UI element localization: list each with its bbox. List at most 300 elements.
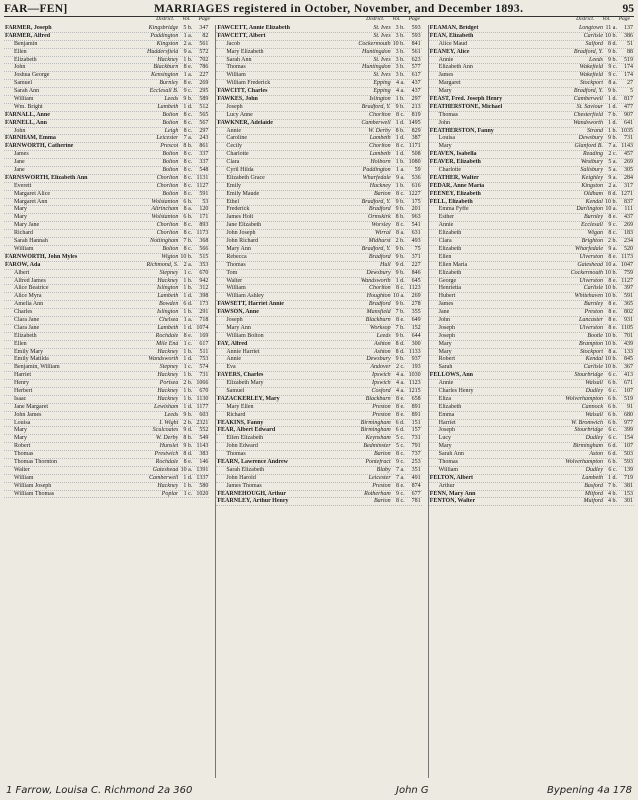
entry-district: Houghton	[366, 293, 391, 300]
entry-district: Kingsbridge	[148, 25, 179, 31]
entry-page: 567	[199, 119, 209, 126]
entry-name: Mary	[14, 206, 27, 213]
entry-volume: 1 d.	[607, 103, 617, 110]
register-entry	[429, 151, 634, 159]
register-entry	[216, 364, 421, 372]
entry-district: Chelsea	[158, 316, 179, 323]
entry-page: 173	[199, 301, 209, 308]
register-entry	[216, 175, 421, 183]
entry-name: William	[226, 72, 246, 79]
entry-district: Epping	[373, 80, 391, 87]
entry-name: FEARNLEY, Arthur Henry	[217, 498, 289, 505]
register-entry	[216, 293, 421, 301]
entry-name: Jane	[14, 159, 25, 166]
entry-district: Preston	[372, 403, 391, 410]
entry-page: 253	[411, 458, 421, 465]
entry-district: Mansfield	[366, 309, 391, 316]
entry-name: Ethel	[226, 198, 239, 205]
entry-district: Nottingham	[149, 238, 179, 245]
register-entry	[216, 72, 421, 80]
entry-name: Cecily	[226, 143, 242, 150]
entry-page: 234	[623, 238, 633, 245]
entry-name: FEATHERSTONE, Michael	[429, 103, 503, 110]
entry-name: Benjamin, William	[14, 364, 60, 371]
register-entry	[216, 238, 421, 246]
entry-district: Birmingham	[360, 419, 391, 426]
entry-page: 631	[411, 230, 421, 237]
register-entry	[216, 325, 421, 333]
entry-volume: 1 b.	[183, 395, 193, 402]
entry-volume: 5 a.	[608, 167, 617, 174]
register-entry	[4, 412, 209, 420]
entry-name: Emily	[226, 182, 241, 189]
entry-volume: 9 b.	[395, 103, 405, 110]
register-entry	[4, 230, 209, 238]
entry-volume: 1 d.	[183, 293, 193, 300]
entry-volume: 8 c.	[183, 159, 193, 166]
entry-page: 137	[623, 25, 633, 31]
entry-page: 591	[623, 293, 633, 300]
entry-volume: 1 a.	[183, 72, 193, 79]
entry-page: 133	[623, 348, 633, 355]
entry-district: Hackney	[157, 277, 179, 284]
entry-name: Emma	[438, 411, 455, 418]
entry-volume: 8 c.	[183, 151, 193, 158]
entry-page: 153	[623, 490, 633, 497]
entry-name: FENTON, Walter	[429, 498, 476, 505]
register-column-2	[215, 25, 421, 778]
entry-page: 152	[411, 324, 421, 331]
entry-name: Albert	[14, 269, 30, 276]
entry-name: Harriet	[438, 419, 456, 426]
entry-volume: 6 b.	[607, 380, 617, 387]
entry-name: FEARNEHOUGH, Arthur	[217, 490, 286, 497]
entry-name: Everett	[14, 182, 32, 189]
entry-volume: 1 d.	[183, 103, 193, 110]
entry-page: 511	[199, 348, 209, 355]
entry-name: Thomas	[226, 64, 246, 71]
register-entry	[429, 372, 634, 380]
register-entry	[429, 128, 634, 136]
entry-district: Hackney	[157, 56, 179, 63]
entry-page: 88	[626, 48, 633, 55]
register-entry	[216, 427, 421, 435]
entry-district: Wolstanton	[151, 214, 179, 221]
entry-name: Ellen	[14, 340, 27, 347]
register-entry	[4, 491, 209, 499]
entry-name: FELLOWS, Ann	[429, 372, 474, 379]
entry-page: 574	[199, 364, 209, 371]
entry-name: Mary	[438, 340, 452, 347]
page-title: MARRIAGES registered in October, November, and December 1893.	[154, 3, 524, 15]
entry-district: Prestwich	[154, 451, 179, 458]
entry-volume: 3 b.	[395, 25, 405, 31]
entry-page: 227	[199, 72, 209, 79]
entry-page: 317	[623, 182, 633, 189]
entry-district: Bootle	[587, 332, 603, 339]
register-entry	[429, 262, 634, 270]
register-entry	[4, 451, 209, 459]
entry-district: Bolton	[162, 151, 179, 158]
entry-page: 1133	[408, 348, 421, 355]
entry-page: 819	[411, 111, 421, 118]
entry-volume: 2 b.	[183, 419, 193, 426]
entry-volume: 10 b.	[604, 356, 617, 363]
register-entry	[429, 222, 634, 230]
entry-volume: 8 c.	[608, 230, 617, 237]
entry-volume: 1 b.	[183, 277, 193, 284]
entry-volume: 8 c.	[183, 167, 193, 174]
entry-district: Islington	[369, 96, 391, 103]
entry-district: Bolton	[162, 190, 179, 197]
entry-page: 413	[623, 372, 633, 379]
entry-page: 1143	[196, 443, 209, 450]
entry-district: Worksop	[369, 324, 391, 331]
entry-district: Burnley	[159, 80, 179, 87]
entry-district: Ipswich	[371, 380, 391, 387]
entry-volume: 3 b.	[395, 56, 405, 63]
register-entry	[216, 64, 421, 72]
entry-page: 157	[411, 427, 421, 434]
entry-volume: 9 c.	[608, 72, 617, 79]
entry-name: FELTON, Albert	[429, 474, 473, 481]
entry-name: Tom	[226, 269, 238, 276]
entry-name: Mary	[14, 435, 27, 442]
entry-district: Wharfedale	[362, 174, 391, 181]
entry-page: 572	[199, 48, 209, 55]
entry-volume: 7 a.	[395, 466, 405, 473]
register-entry	[4, 246, 209, 254]
register-entry	[216, 491, 421, 499]
entry-name: FENN, Mary Ann	[429, 490, 476, 497]
register-entry	[4, 199, 209, 207]
entry-volume: 4 a.	[395, 380, 405, 387]
entry-volume: 6 b.	[607, 403, 617, 410]
entry-name: Wm. Bright	[14, 103, 43, 110]
entry-page: 593	[623, 458, 633, 465]
entry-page: 1030	[408, 372, 421, 379]
register-entry	[429, 435, 634, 443]
entry-volume: 9 b.	[607, 88, 617, 95]
entry-district: Glanford B.	[574, 143, 603, 150]
entry-district: Hunslet	[159, 443, 179, 450]
entry-district: Mitford	[584, 490, 603, 497]
entry-volume: 2 b.	[183, 380, 193, 387]
register-entry	[216, 25, 421, 33]
entry-name: Lucy Anne	[226, 111, 253, 118]
entry-page: 907	[623, 111, 633, 118]
entry-volume: 9 d.	[395, 261, 405, 268]
entry-name: Walter	[14, 466, 30, 473]
entry-volume: 3 b.	[395, 72, 405, 79]
entry-page: 937	[411, 356, 421, 363]
entry-volume: 6 d.	[183, 301, 193, 308]
entry-volume: 2 b.	[607, 238, 617, 245]
entry-page: 120	[199, 206, 209, 213]
entry-name: FAY, Alfred	[217, 340, 248, 347]
register-entry	[4, 120, 209, 128]
entry-district: Huntingdon	[361, 48, 391, 55]
entry-volume: 8 b.	[183, 435, 193, 442]
entry-district: Mutford	[583, 498, 603, 505]
entry-name: Rebecca	[226, 253, 247, 260]
entry-name: Joseph	[438, 427, 455, 434]
entry-district: Walsall	[585, 380, 603, 387]
register-entry	[4, 325, 209, 333]
register-entry	[429, 199, 634, 207]
entry-page: 1215	[408, 387, 421, 394]
register-entry	[429, 333, 634, 341]
entry-name: Samuel	[226, 387, 245, 394]
register-entry	[429, 498, 634, 506]
entry-name: Sarah Hannah	[14, 238, 48, 245]
register-entry	[429, 309, 634, 317]
entry-page: 565	[199, 111, 209, 118]
entry-name: Joseph	[226, 316, 243, 323]
entry-name: William Thomas	[14, 490, 55, 497]
entry-volume: 9 b.	[183, 411, 193, 418]
entry-name: John	[438, 316, 450, 323]
entry-volume: 4 a.	[395, 88, 405, 95]
register-entry	[429, 467, 634, 475]
entry-volume: 2 a.	[183, 261, 193, 268]
entry-volume: 9 b.	[395, 245, 405, 252]
entry-district: Rotherham	[364, 490, 391, 497]
entry-volume: 7 b.	[395, 324, 405, 331]
entry-name: William Bolton	[226, 332, 264, 339]
entry-district: Aston	[589, 451, 603, 458]
register-entry	[429, 285, 634, 293]
entry-district: Burnley	[583, 301, 603, 308]
register-entry	[4, 214, 209, 222]
register-entry	[216, 151, 421, 159]
page-header	[4, 2, 634, 17]
entry-name: Charlotte	[438, 167, 461, 174]
register-entry	[4, 317, 209, 325]
entry-page: 791	[411, 443, 421, 450]
entry-district: Blaby	[376, 466, 391, 473]
entry-page: 347	[199, 25, 209, 31]
entry-district: Stepney	[159, 364, 179, 371]
entry-name: FELL, Elizabeth	[429, 198, 473, 205]
entry-name: Benjamin	[14, 40, 38, 47]
entry-name: William Joseph	[14, 482, 52, 489]
register-entry	[216, 301, 421, 309]
entry-district: Lambeth	[369, 151, 391, 158]
entry-page: 591	[199, 190, 209, 197]
entry-page: 91	[626, 403, 633, 410]
entry-district: Keighley	[581, 174, 603, 181]
entry-name: Herbert	[14, 387, 33, 394]
entry-volume: 8 e.	[183, 64, 193, 71]
entry-volume: 1 c.	[183, 490, 193, 497]
entry-district: Leeds	[164, 96, 179, 103]
entry-name: Mary	[438, 348, 452, 355]
entry-name: William	[438, 466, 459, 473]
register-entry	[4, 135, 209, 143]
entry-volume: 1 a.	[183, 32, 193, 39]
district-heading: District.	[576, 16, 595, 22]
register-entry	[4, 443, 209, 451]
entry-volume: 1 d.	[395, 151, 405, 158]
register-entry	[4, 372, 209, 380]
entry-district: Dewsbury	[578, 135, 603, 142]
register-entry	[429, 356, 634, 364]
entry-district: Lambeth	[157, 324, 179, 331]
register-entry	[429, 214, 634, 222]
register-entry	[4, 41, 209, 49]
register-entry	[216, 420, 421, 428]
entry-district: Dudley	[585, 466, 603, 473]
entry-volume: 6 d.	[607, 451, 617, 458]
entry-volume: 8 e.	[395, 411, 405, 418]
entry-page: 1173	[196, 230, 209, 237]
entry-page: 1227	[408, 190, 421, 197]
entry-page: 641	[623, 119, 633, 126]
entry-district: Wigan	[587, 230, 603, 237]
entry-volume: 9 d.	[183, 427, 193, 434]
entry-volume: 1 c.	[183, 364, 193, 371]
entry-district: Blackburn	[153, 64, 179, 71]
entry-name: Thomas	[438, 458, 458, 465]
entry-volume: 10 a.	[605, 261, 617, 268]
entry-volume: 8 c.	[183, 182, 193, 189]
entry-page: 383	[199, 451, 209, 458]
entry-page: 670	[199, 269, 209, 276]
entry-page: 351	[411, 466, 421, 473]
entry-page: 1080	[408, 159, 421, 166]
entry-district: Epping	[373, 88, 391, 95]
entry-district: Lambeth	[157, 293, 179, 300]
entry-name: Lucy	[438, 435, 451, 442]
register-entry	[216, 349, 421, 357]
entry-name: James Thomas	[226, 482, 262, 489]
entry-page: 111	[624, 206, 633, 213]
register-entry	[216, 333, 421, 341]
entry-page: 201	[411, 206, 421, 213]
entry-volume: 8 e.	[608, 316, 617, 323]
register-entry	[429, 396, 634, 404]
entry-district: Cockermouth	[358, 40, 391, 47]
entry-district: Ecclesall B.	[149, 88, 179, 95]
entry-volume: 8 d.	[395, 340, 405, 347]
register-columns	[4, 25, 634, 778]
entry-name: Mary Elizabeth	[226, 48, 264, 55]
entry-page: 269	[623, 159, 633, 166]
entry-name: James	[14, 151, 29, 158]
entry-name: FARNALL, Anne	[5, 111, 50, 118]
entry-district: I. Wight	[159, 419, 179, 426]
entry-volume: 6 c.	[608, 427, 617, 434]
entry-name: Annie	[226, 356, 241, 363]
entry-district: Camberwell	[148, 474, 179, 481]
register-entry	[216, 356, 421, 364]
entry-district: Chorlton	[368, 285, 391, 292]
entry-volume: 6 c.	[608, 466, 617, 473]
entry-district: Stepney	[159, 269, 179, 276]
entry-volume: 10 b.	[604, 332, 617, 339]
register-entry	[216, 49, 421, 57]
register-entry	[429, 317, 634, 325]
entry-name: Sarah	[438, 364, 453, 371]
entry-name: Louisa	[438, 135, 455, 142]
entry-page: 1047	[620, 261, 633, 268]
entry-page: 1177	[196, 403, 209, 410]
entry-name: Charles Henry	[438, 387, 474, 394]
entry-volume: 2 b.	[395, 238, 405, 245]
entry-page: 580	[199, 482, 209, 489]
entry-name: Ellen	[14, 48, 27, 55]
entry-page: 1495	[408, 119, 421, 126]
entry-district: Cannock	[581, 403, 603, 410]
entry-district: Walsall	[585, 411, 603, 418]
entry-page: 617	[411, 72, 421, 79]
entry-volume: 8 a.	[183, 206, 193, 213]
register-entry	[4, 33, 209, 41]
entry-page: 963	[411, 214, 421, 221]
entry-name: Mary Ann	[226, 324, 251, 331]
register-entry	[216, 96, 421, 104]
entry-volume: 8 c.	[395, 451, 405, 458]
entry-page: 702	[199, 56, 209, 63]
entry-district: Kendal	[585, 356, 603, 363]
register-entry	[429, 112, 634, 120]
entry-district: Wharfedale	[574, 245, 603, 252]
entry-district: St. Ives	[373, 25, 391, 31]
page-heading: Page	[408, 16, 420, 22]
entry-volume: 1 b.	[183, 56, 193, 63]
entry-district: Paddington	[362, 167, 391, 174]
entry-district: Lancaster	[578, 316, 603, 323]
register-entry	[429, 206, 634, 214]
entry-page: 1066	[196, 380, 209, 387]
entry-volume: 1 b.	[183, 372, 193, 379]
entry-page: 82	[202, 32, 209, 39]
entry-page: 107	[623, 443, 633, 450]
entry-page: 381	[623, 482, 633, 489]
entry-page: 169	[199, 332, 209, 339]
entry-district: St. Ives	[373, 56, 391, 63]
entry-district: Gateshead	[577, 261, 603, 268]
entry-page: 174	[623, 64, 633, 71]
entry-name: Mary	[438, 88, 452, 95]
entry-volume: 8 c.	[183, 222, 193, 229]
register-entry	[216, 222, 421, 230]
entry-name: FARMER, Joseph	[5, 25, 52, 31]
entry-district: Kensington	[150, 72, 179, 79]
entry-page: 397	[623, 285, 633, 292]
entry-name: FAWKES, John	[217, 96, 258, 103]
register-entry	[429, 120, 634, 128]
entry-district: Lambeth	[157, 103, 179, 110]
entry-page: 269	[199, 80, 209, 87]
entry-name: Thomas	[226, 451, 246, 458]
entry-name: FARNHAM, Emma	[5, 135, 56, 142]
entry-page: 75	[414, 245, 421, 252]
entry-volume: 11 a.	[605, 25, 617, 31]
register-entry	[4, 143, 209, 151]
entry-volume: 8 c.	[395, 111, 405, 118]
entry-volume: 4 b.	[607, 490, 617, 497]
entry-district: Ashton	[373, 348, 391, 355]
entry-district: Richmond, S.	[146, 261, 179, 268]
entry-district: Bolton	[162, 167, 179, 174]
register-entry	[429, 33, 634, 41]
entry-name: Robert	[14, 443, 31, 450]
entry-page: 837	[623, 198, 633, 205]
entry-district: Carlisle	[583, 285, 603, 292]
register-entry	[216, 143, 421, 151]
